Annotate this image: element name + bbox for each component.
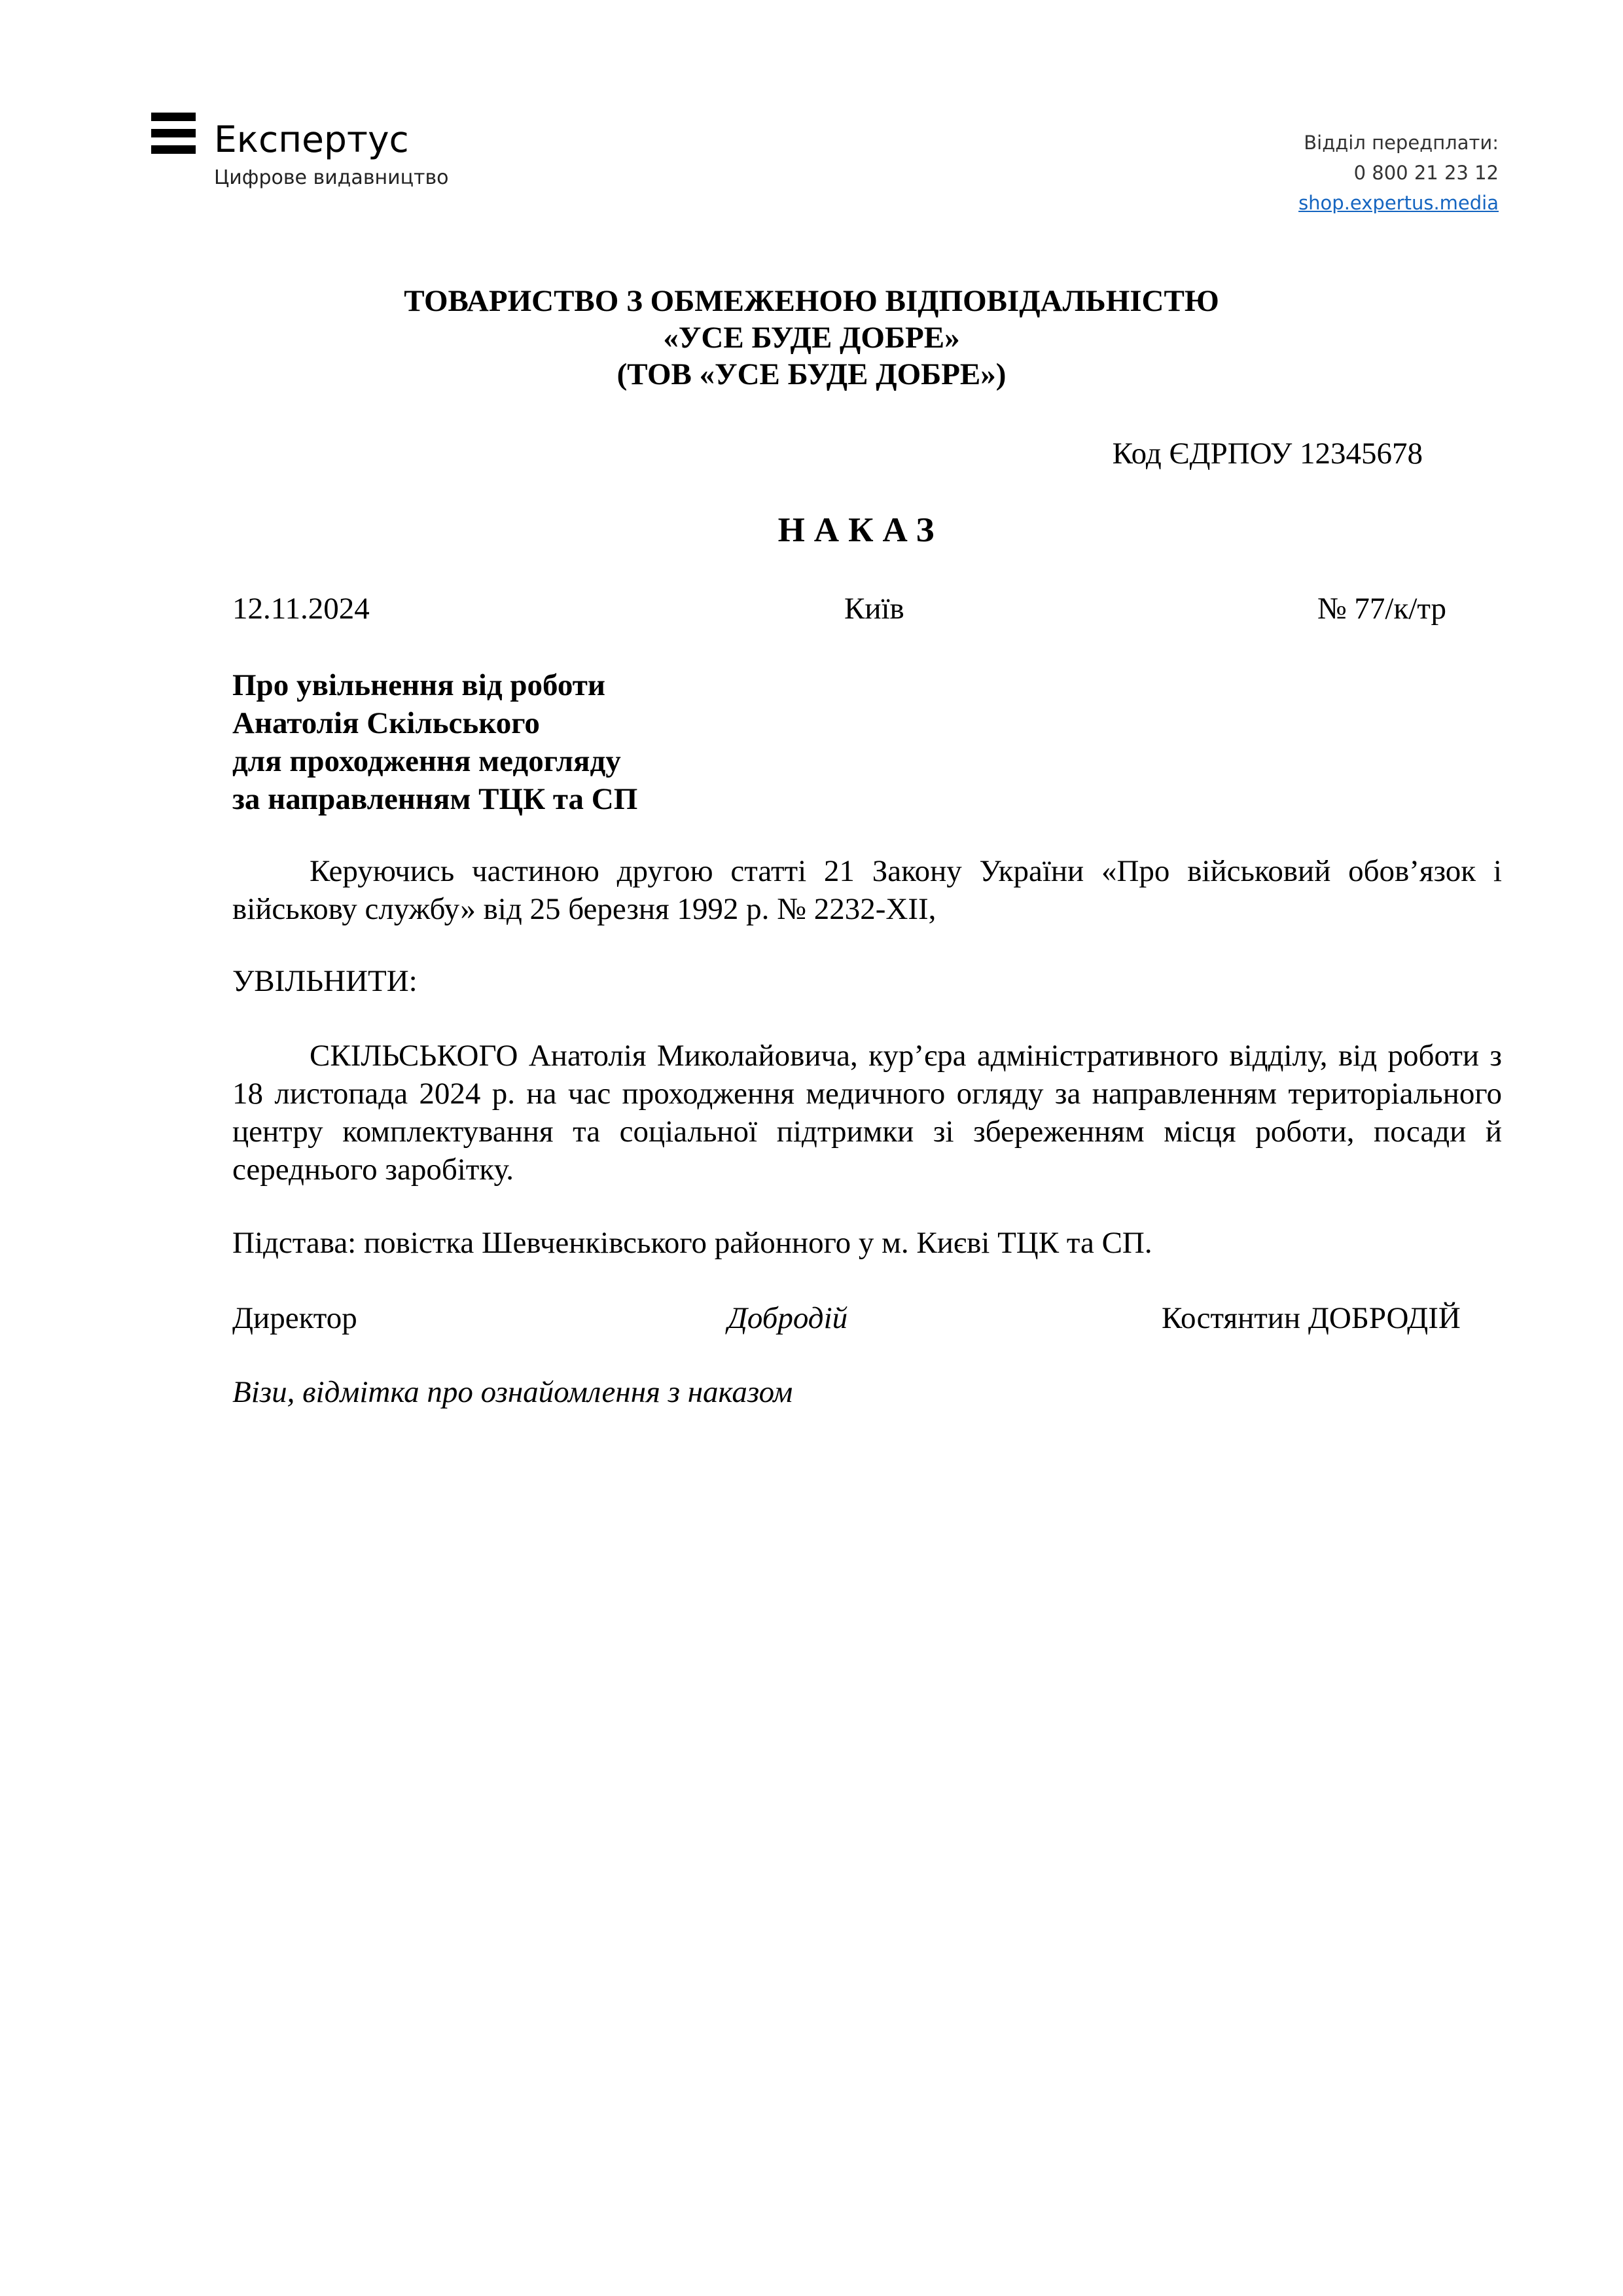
organization-line-3: (ТОВ «УСЕ БУДЕ ДОБРЕ») xyxy=(616,357,1007,391)
shop-link[interactable]: shop.expertus.media xyxy=(1298,192,1499,214)
basis-paragraph: Підстава: повістка Шевченківського районного у м. Києві ТЦК та СП. xyxy=(232,1226,1152,1260)
brand-subtitle: Цифрове видавництво xyxy=(214,166,449,189)
order-paragraph: СКІЛЬСЬКОГО Анатолія Миколайовича, кур’єра адміністративного відділу, від роботи з 18 листопада 2024 р. на час проходження медичного огляду за направленням територіального центру комплектування та соціальної підтримки зі збереженням місця роботи, посади й середнього заробітку. xyxy=(232,1039,1502,1187)
document-date: 12.11.2024 xyxy=(232,592,370,626)
brand-name: Експертус xyxy=(214,118,409,160)
organization-line-2: «УСЕ БУДЕ ДОБРЕ» xyxy=(663,321,960,355)
subject-line: Анатолія Скільського xyxy=(232,706,540,740)
signatory-name: Костянтин ДОБРОДІЙ xyxy=(1162,1301,1461,1335)
organization-name xyxy=(0,283,1623,393)
document-city: Київ xyxy=(844,592,904,626)
organization-line-1: ТОВАРИСТВО З ОБМЕЖЕНОЮ ВІДПОВІДАЛЬНІСТЮ xyxy=(404,284,1219,318)
brand-logo-icon xyxy=(151,113,196,154)
contact-label: Відділ передплати: xyxy=(1304,132,1499,154)
subject-line: Про увільнення від роботи xyxy=(232,668,605,702)
document-subject xyxy=(232,666,637,818)
order-heading: УВІЛЬНИТИ: xyxy=(232,964,418,998)
document-number: № 77/к/тр xyxy=(1317,592,1446,626)
preamble-paragraph: Керуючись частиною другою статті 21 Закону України «Про військовий обов’язок і військову службу» від 25 березня 1992 р. № 2232-XII, xyxy=(232,854,1502,926)
document-title: НАКАЗ xyxy=(777,511,944,549)
edrpou-code: Код ЄДРПОУ 12345678 xyxy=(1112,437,1423,471)
signatory-role: Директор xyxy=(232,1301,357,1335)
subject-line: за направленням ТЦК та СП xyxy=(232,782,638,816)
subject-line: для проходження медогляду xyxy=(232,744,621,778)
subscription-contact xyxy=(1298,128,1499,218)
signature: Добродій xyxy=(728,1301,848,1335)
visas-note: Візи, відмітка про ознайомлення з наказом xyxy=(232,1375,793,1409)
contact-phone: 0 800 21 23 12 xyxy=(1353,162,1499,184)
